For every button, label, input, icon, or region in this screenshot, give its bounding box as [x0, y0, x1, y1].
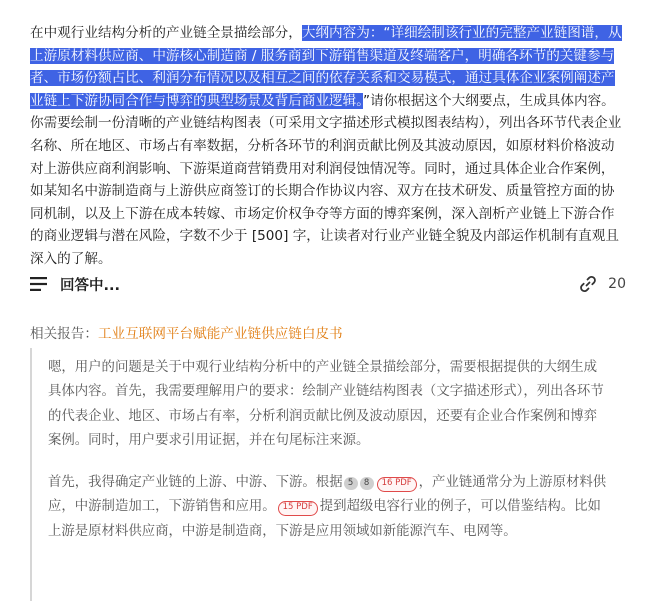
citation-badge-8[interactable]: 8 [360, 477, 374, 490]
reasoning-block [30, 348, 628, 601]
prompt-selected-text[interactable]: 大纲内容为：“详细绘制该行业的完整产业链图谱，从上游原材料供应商、中游核心制造商 / 服务商到下游销售渠道及终端客户，明确各环节的关键参与者、市场份额占比、利润分布情况以及相互之间的依存关系和交易模式，通过具体企业案例阐述产业链上下游协同合作与博弈的典型场景及背后商业逻辑。 [30, 25, 622, 109]
link-icon [578, 274, 598, 294]
answer-status-row [30, 270, 626, 298]
prompt-text-after: ”请你根据这个大纲要点，生成具体内容。你需要绘制一份清晰的产业链结构图表（可采用文字描述形式模拟图表结构），列出各环节代表企业名称、所在地区、市场占有率数据，分析各环节的利润贡献比例及其波动原因，如原材料价格波动对上游供应商利润影响、下游渠道商营销费用对利润侵蚀情况等。同时，通过具体企业合作案例，如某知名中游制造商与上游供应商签订的长期合作协议内容、双方在技术研发、质量管控方面的协同机制，以及上下游在成本转嫁、市场定价权争夺等方面的博弈案例，深入剖析产业链上下游合作的商业逻辑与潜在风险，字数不少于 [500] 字，让读者对行业产业链全貌及内部运作机制有直观且深入的了解。 [30, 92, 622, 267]
reasoning-paragraph-2 [32, 471, 608, 544]
answer-status-text: 回答中... [60, 277, 121, 294]
related-report [30, 322, 343, 342]
references-button[interactable] [578, 274, 626, 294]
menu-lines-icon [30, 275, 48, 293]
reasoning-text: 提到超级电容行业的例子，可以借鉴结构。比如上游是原材料供应商，中游是制造商，下游是应用领域如新能源汽车、电网等。 [48, 499, 601, 539]
reasoning-paragraph-1: 嗯，用户的问题是关于中观行业结构分析中的产业链全景描绘部分，需要根据提供的大纲生成具体内容。首先，我需要理解用户的要求：绘制产业链结构图表（文字描述形式），列出各环节的代表企业、地区、市场占有率，分析利润贡献比例及波动原因，还要有企业合作案例和博弈案例。同时，用户要求引用证据，并在句尾标注来源。 [48, 360, 604, 448]
reasoning-text: ，产业链通常分为上游原材料供应，中游制造加工，下游销售和应用。 [48, 475, 607, 515]
reasoning-text: 首先，我得确定产业链的上游、中游、下游。根据 [48, 475, 343, 490]
related-report-link[interactable]: 工业互联网平台赋能产业链供应链白皮书 [97, 326, 343, 342]
prompt-text-before: 在中观行业结构分析的产业链全景描绘部分， [30, 25, 302, 41]
citation-badge-5[interactable]: 5 [344, 477, 358, 490]
user-prompt [30, 22, 626, 271]
related-report-label: 相关报告： [30, 326, 98, 342]
pdf-citation-16[interactable]: 16 PDF [377, 477, 417, 492]
pdf-citation-15[interactable]: 15 PDF [278, 501, 318, 516]
references-count: 20 [608, 276, 626, 292]
